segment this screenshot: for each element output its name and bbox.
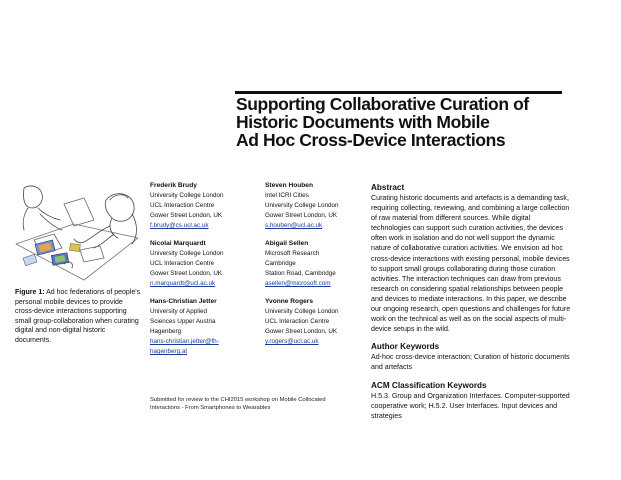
keywords-heading: Author Keywords bbox=[371, 342, 440, 352]
figure-sketch bbox=[14, 184, 139, 282]
author-email-link[interactable]: n.marquardt@ucl.ac.uk bbox=[150, 280, 216, 287]
author-email-link[interactable]: y.rogers@ucl.ac.uk bbox=[265, 338, 319, 345]
author-name: Frederik Brudy bbox=[150, 182, 197, 189]
figure-label: Figure 1: bbox=[15, 289, 45, 296]
author-email-link[interactable]: hans-christian.jetter@fh- bbox=[150, 338, 219, 345]
author-affiliation: Sciences Upper Austria bbox=[150, 318, 216, 325]
figure-caption bbox=[15, 288, 143, 346]
figure-caption-text: Ad hoc federations of people's personal mobile devices to provide cross-device interactions supporting small group-collaboration when curating digital and non-digital historic documents. bbox=[15, 289, 141, 344]
author-address: Gower Street London, UK bbox=[150, 212, 223, 219]
author-affiliation: University of Applied bbox=[150, 308, 208, 315]
author-affiliation: UCL Interaction Centre bbox=[150, 260, 215, 267]
acm-heading: ACM Classification Keywords bbox=[371, 380, 487, 390]
author-address: Hagenberg bbox=[150, 328, 182, 335]
author-address: Gower Street London, UK bbox=[265, 212, 338, 219]
right-column bbox=[371, 182, 571, 421]
author-block bbox=[265, 297, 383, 347]
title-line-3: Ad Hoc Cross-Device Interactions bbox=[236, 130, 506, 150]
author-affiliation: Microsoft Research bbox=[265, 250, 320, 257]
author-block bbox=[150, 181, 268, 231]
author-address: Station Road, Cambridge bbox=[265, 270, 336, 277]
author-name: Hans-Christian Jetter bbox=[150, 298, 217, 305]
author-affiliation: University College London bbox=[265, 202, 339, 209]
author-affiliation: University College London bbox=[150, 250, 224, 257]
author-name: Steven Houben bbox=[265, 182, 313, 189]
title-line-2: Historic Documents with Mobile bbox=[236, 112, 490, 132]
author-email-link[interactable]: f.brudy@cs.ucl.ac.uk bbox=[150, 222, 209, 229]
author-email-link[interactable]: asellen@microsoft.com bbox=[265, 280, 331, 287]
abstract-heading: Abstract bbox=[371, 183, 405, 192]
keywords-body: Ad-hoc cross-device interaction; Curation of historic documents and artefacts bbox=[371, 353, 570, 372]
paper-title bbox=[236, 95, 576, 149]
author-affiliation: Intel ICRI Cities bbox=[265, 192, 309, 199]
author-email-link[interactable]: s.houben@ucl.ac.uk bbox=[265, 222, 323, 229]
author-block bbox=[265, 239, 383, 289]
author-address: Gower Street London, UK bbox=[150, 270, 223, 277]
author-block bbox=[150, 239, 268, 289]
abstract-body: Curating historic documents and artefacts is a demanding task, requiring collecting, reviewing, and combining a large collection of raw material from different sources. While digital technologies can support such curation activities, the devices often work in isolation and do not well support the dynamic nature of collaborative curation activities. We envision ad hoc cross-device interactions with existing personal, mobile devices to support small groups collaborating during those curation activities. The interaction techniques can draw from previous research on considering spatial relationships between people and devices to mediate interactions. In this paper, we describe our ongoing research, open questions and challenges for future work on the technical as well as on the social aspects of multi-device setups in the wild. bbox=[371, 194, 571, 334]
author-affiliation: Cambridge bbox=[265, 260, 296, 267]
author-name: Nicolai Marquardt bbox=[150, 240, 206, 247]
author-affiliation: UCL Interaction Centre bbox=[265, 318, 330, 325]
author-name: Abigail Sellen bbox=[265, 240, 309, 247]
title-line-1: Supporting Collaborative Curation of bbox=[236, 94, 529, 114]
acm-body: H.5.3. Group and Organization Interfaces. Computer-supported cooperative work; H.5.2. User Interfaces. Input devices and strategies bbox=[371, 391, 570, 420]
author-block bbox=[150, 297, 268, 357]
author-email-link[interactable]: hagenberg.at bbox=[150, 348, 188, 355]
author-block bbox=[265, 181, 383, 231]
submission-note: Submitted for review to the CHI2015 workshop on Mobile Collocated Interactions - From Smartphones to Wearables bbox=[150, 397, 326, 412]
author-affiliation: UCL Interaction Centre bbox=[150, 202, 215, 209]
author-affiliation: University College London bbox=[265, 308, 339, 315]
author-address: Gower Street London, UK bbox=[265, 328, 338, 335]
author-affiliation: University College London bbox=[150, 192, 224, 199]
author-name: Yvonne Rogers bbox=[265, 298, 314, 305]
